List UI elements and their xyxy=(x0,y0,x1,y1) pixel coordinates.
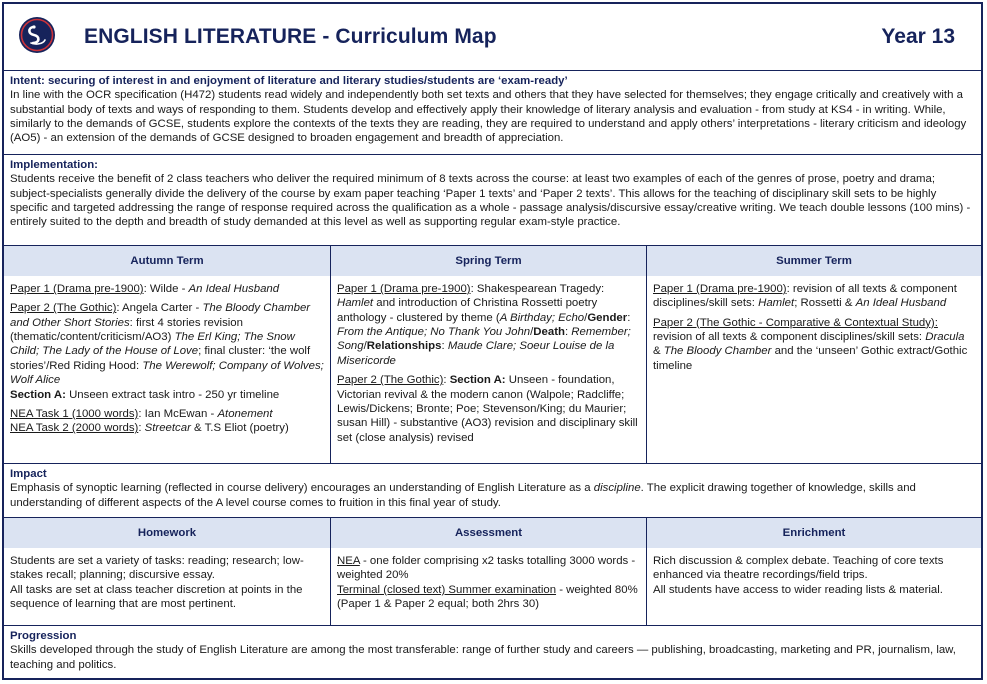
text-run: : Wilde - xyxy=(143,283,189,295)
homework-cell xyxy=(4,548,331,625)
text-run: / xyxy=(530,326,534,339)
progression-heading: Progression xyxy=(10,630,77,642)
text-title: An Ideal Husband xyxy=(188,283,280,295)
text-title: Maude Clare; Soeur Louise de la Misericorde xyxy=(337,340,615,367)
text-title: Streetcar xyxy=(144,422,191,435)
page-header xyxy=(4,4,981,71)
text-run: and introduction of Christina Rossetti poetry anthology - clustered by theme ( xyxy=(337,297,598,324)
text-run: & xyxy=(653,345,664,358)
text-title: From the Antique; No Thank You John xyxy=(337,326,531,339)
text-title: The Erl King; The Snow Child; The Lady of the House of Love xyxy=(10,331,295,358)
text-run: . The explicit drawing together of knowledge, skills and understanding of different aspects of the A level course comes to fruition in this final year of study. xyxy=(10,482,916,509)
summer-paper2-label: Paper 2 (The Gothic - Comparative & Contextual Study): xyxy=(653,316,938,329)
text-title: Hamlet xyxy=(337,297,374,310)
theme-label: Relationships xyxy=(366,340,442,353)
autumn-nea2 xyxy=(10,421,324,435)
text-run: : xyxy=(441,340,448,353)
year-label: Year 13 xyxy=(881,25,955,48)
extras-content-row xyxy=(4,548,981,626)
swan-logo-icon xyxy=(18,16,56,54)
summer-term-heading: Summer Term xyxy=(647,246,981,276)
nea2-label: NEA Task 2 (2000 words) xyxy=(10,422,139,435)
intent-heading: Intent: securing of interest in and enjoyment of literature and literary studies/students are ‘exam-ready’ xyxy=(10,75,568,87)
autumn-paper1-label: Paper 1 (Drama pre-1900) xyxy=(10,283,144,295)
extras-header-row xyxy=(4,518,981,548)
nea1-label: NEA Task 1 (1000 words) xyxy=(10,407,139,420)
text-title: Dracula xyxy=(925,331,965,344)
intent-body: In line with the OCR specification (H472) students read widely and independently both set texts and others that they have selected for themselves; they engage critically and creatively with a substantial body of texts and ways of responding to them. Students develop and effectively apply their knowledge of literary analysis and evaluation - from study at KS4 - in writing. While, similarly to the demands of GCSE, students explore the contexts of the texts they are reading, they are required to understand and apply others’ interpretations - literary criticism and ideology (AO5) - an extension of the demands of GCSE designed to broaden engagement and breadth of appreciation. xyxy=(10,89,967,145)
summer-paper1 xyxy=(653,282,975,311)
autumn-paper2 xyxy=(10,301,324,387)
text-run: and the ‘unseen’ Gothic extract/Gothic timeline xyxy=(653,345,968,372)
text-run: - weighted 80% (Paper 1 & Paper 2 equal; both 2hrs 30) xyxy=(337,583,638,611)
theme-label: Gender xyxy=(587,311,628,324)
text-run: ; final cluster: ‘the wolf stories’/Red Riding Hood: xyxy=(10,345,311,372)
text-run: revision of all texts & component disciplines/skill sets: xyxy=(653,331,926,344)
text-run: : xyxy=(443,374,450,387)
theme-label: Death xyxy=(533,326,565,339)
assessment-exam xyxy=(337,583,640,612)
text-title: Atonement xyxy=(217,407,273,420)
text-run: / xyxy=(363,340,367,353)
implementation-section xyxy=(4,155,981,246)
text-title: Hamlet xyxy=(758,297,795,310)
text-run: Unseen - foundation, Victorian revival & the modern canon (Walpole; Radcliffe; Lewis/Dickens; Bronte; Poe; Stevenson/King; du Maurier; susan Hill) - substantive (AO3) revision and disciplinary skill set (close analysis) revised xyxy=(337,374,638,444)
assessment-nea xyxy=(337,554,640,583)
progression-section xyxy=(4,626,981,682)
autumn-term-heading: Autumn Term xyxy=(4,246,331,276)
text-run: / xyxy=(584,311,588,324)
text-title: An Ideal Husband xyxy=(855,297,947,310)
impact-heading: Impact xyxy=(10,468,47,480)
spring-term-cell xyxy=(331,276,647,463)
impact-body xyxy=(10,481,975,510)
homework-line1: Students are set a variety of tasks: reading; research; low-stakes recall; planning; discursive essay. xyxy=(10,555,304,582)
spring-term-heading: Spring Term xyxy=(331,246,647,276)
intent-section xyxy=(4,71,981,155)
summer-paper2 xyxy=(653,316,975,373)
text-run: : xyxy=(564,326,572,339)
spring-paper2-label: Paper 2 (The Gothic) xyxy=(337,374,444,387)
text-run: Emphasis of synoptic learning (reflected in course delivery) encourages an understanding of English Literature as a xyxy=(10,482,594,495)
summer-term-cell xyxy=(647,276,981,463)
section-a-label: Section A: xyxy=(10,388,66,401)
text-run: : first 4 stories revision (thematic/content/criticism/AO3) xyxy=(10,316,243,344)
text-run: Unseen extract task intro - 250 yr timeline xyxy=(65,388,280,401)
text-run: : Ian McEwan - xyxy=(138,407,218,420)
impact-section xyxy=(4,464,981,518)
autumn-section-a xyxy=(10,388,324,402)
autumn-term-cell xyxy=(4,276,331,463)
text-run: & T.S Eliot (poetry) xyxy=(190,422,289,435)
curriculum-map xyxy=(2,2,983,680)
assessment-heading: Assessment xyxy=(331,518,647,548)
text-run: ; Rossetti & xyxy=(794,297,856,310)
homework-heading: Homework xyxy=(4,518,331,548)
text-run: : revision of all texts & component disciplines/skill sets: xyxy=(653,283,957,310)
progression-body: Skills developed through the study of English Literature are among the most transferable: range of further study and careers — publishing, broadcasting, marketing and PR, journalism, law, teaching and politics. xyxy=(10,644,956,671)
text-run: : xyxy=(627,311,631,324)
term-header-row xyxy=(4,246,981,276)
enrichment-line2: All students have access to wider reading lists & material. xyxy=(653,583,943,596)
text-emphasis: discipline xyxy=(593,482,641,495)
text-title: The Bloody Chamber xyxy=(663,345,772,358)
text-title: The Bloody Chamber and Other Short Stories xyxy=(10,302,311,329)
text-run: : Shakespearean Tragedy: xyxy=(470,283,605,295)
spring-paper1 xyxy=(337,282,640,368)
spring-paper2 xyxy=(337,373,640,445)
implementation-heading: Implementation: xyxy=(10,159,98,171)
enrichment-cell xyxy=(647,548,981,625)
text-title: A Birthday; Echo xyxy=(499,311,585,324)
autumn-nea1 xyxy=(10,407,324,421)
nea-label: NEA xyxy=(337,555,360,567)
term-content-row xyxy=(4,276,981,464)
autumn-paper1 xyxy=(10,282,324,296)
enrichment-line1: Rich discussion & complex debate. Teaching of core texts enhanced via theatre recordings/field trips. xyxy=(653,555,944,582)
text-run: - one folder comprising x2 tasks totalling 3000 words - weighted 20% xyxy=(337,555,636,582)
autumn-paper2-label: Paper 2 (The Gothic) xyxy=(10,302,117,315)
page-title: ENGLISH LITERATURE - Curriculum Map xyxy=(84,25,497,48)
summer-paper1-label: Paper 1 (Drama pre-1900) xyxy=(653,283,787,295)
implementation-body: Students receive the benefit of 2 class teachers who deliver the required minimum of 8 texts across the course: at least two examples of each of the genres of prose, poetry and drama; subject-specialists generally divide the delivery of the course by exam paper teaching ‘Paper 1 texts’ and ‘Paper 2 texts’. This allows for the teaching of disciplinary skill sets to be highly specific and targeted addressing the range of response required across the qualification as a whole - passage analysis/discursive essay/creative writing. We teach double lessons (100 mins) - entirely suited to the depth and breadth of study demanded at this level as well as supporting regular exam-style practice. xyxy=(10,173,971,229)
text-run: : xyxy=(138,422,145,435)
spring-paper1-label: Paper 1 (Drama pre-1900) xyxy=(337,283,471,295)
homework-line2: All tasks are set at class teacher discretion at points in the sequence of learning that are most pertinent. xyxy=(10,583,303,611)
text-run: : Angela Carter - xyxy=(116,302,203,315)
enrichment-heading: Enrichment xyxy=(647,518,981,548)
text-title: Remember; Song xyxy=(337,326,631,353)
section-a-label: Section A: xyxy=(449,374,506,387)
text-title: The Werewolf; Company of Wolves; Wolf Alice xyxy=(10,359,324,387)
assessment-cell xyxy=(331,548,647,625)
exam-label: Terminal (closed text) Summer examination xyxy=(337,583,557,596)
